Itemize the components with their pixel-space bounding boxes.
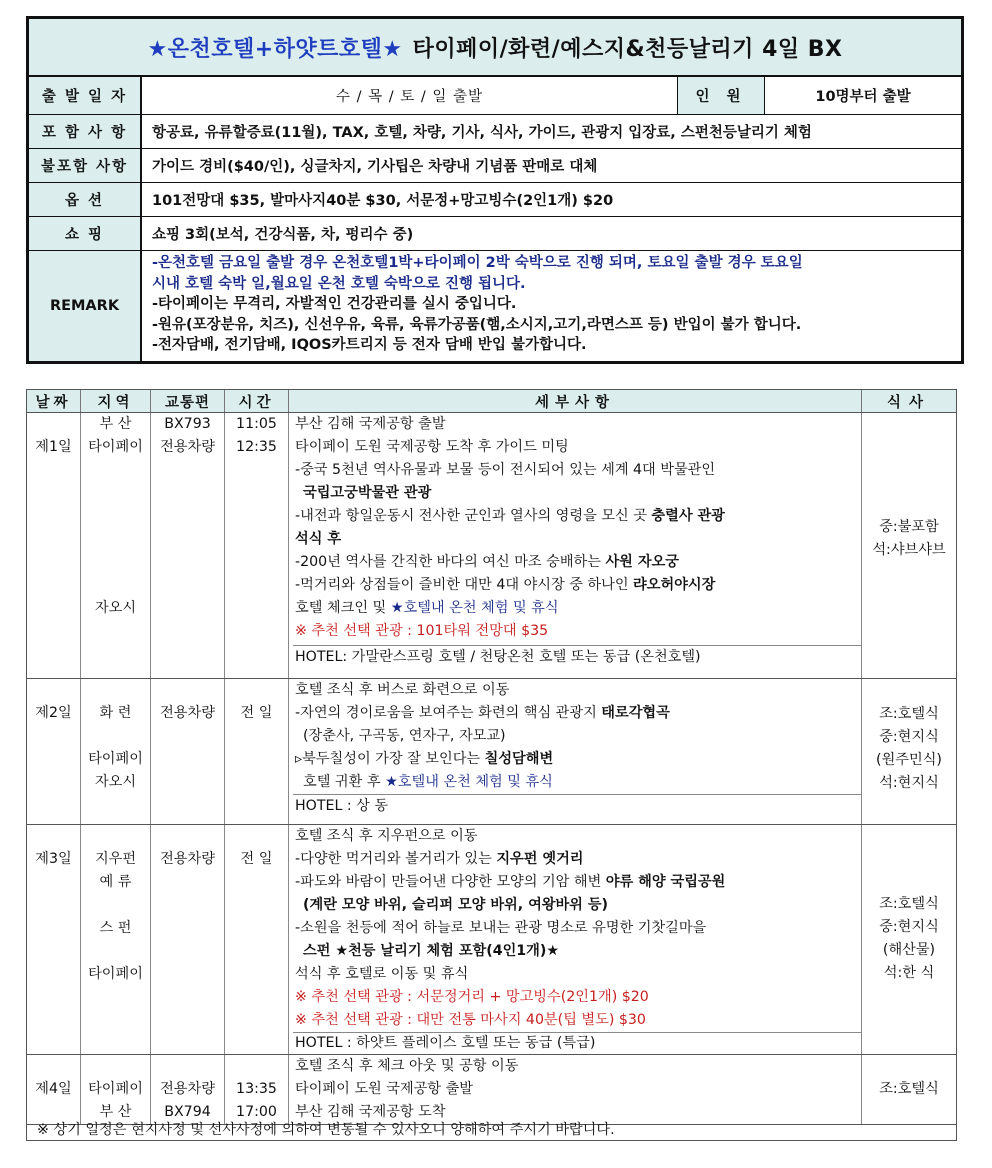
meal: 석:샤브샤브 [872, 542, 946, 558]
meal: 석:현지식 [879, 775, 939, 791]
header-region: 지역 [81, 390, 151, 412]
time: 11:05 [236, 416, 277, 432]
region: 타이페이 [88, 751, 143, 767]
detail-line: -자연의 경이로움을 보여주는 화련의 핵심 관광지 태로각협곡 [295, 705, 670, 721]
region: 화 련 [99, 705, 132, 721]
day-label: 제1일 [27, 413, 81, 678]
day-times [225, 413, 289, 678]
remark-line: 시내 호텔 숙박 일,월요일 온천 호텔 숙박으로 진행 됩니다. [152, 275, 526, 292]
region: 자오시 [94, 600, 137, 616]
people-label: 인 원 [677, 77, 765, 114]
schedule-footnote: ※ 상기 일정은 현지사정 및 선사사정에 의하여 변동될 수 있사오니 양해하여 주시기 바랍니다. [26, 1121, 957, 1141]
excluded-label: 불포함 사항 [29, 149, 142, 182]
region: 타이페이 [88, 1081, 143, 1097]
detail-line: 호텔 조식 후 버스로 화련으로 이동 [295, 682, 510, 698]
detail-line: 부산 김해 국제공항 도착 [295, 1104, 446, 1120]
schedule-header [27, 390, 956, 413]
optional-tour-line: ※ 추천 선택 관광 : 대만 전통 마사지 40분(팁 별도) $30 [295, 1012, 646, 1028]
remark-line: -타이페이는 무격리, 자발적인 건강관리를 실시 중입니다. [152, 296, 517, 312]
detail-line: 국립고궁박물관 관광 [303, 485, 432, 501]
detail-line: 타이페이 도원 국제공항 도착 후 가이드 미팅 [295, 439, 569, 455]
day-row-4 [27, 1055, 956, 1124]
shopping-label: 쇼 핑 [29, 217, 142, 250]
meal: (해산물) [882, 942, 936, 958]
day-transport [151, 825, 225, 1054]
tour-info-table [26, 16, 964, 364]
detail-line: 호텔 조식 후 지우펀으로 이동 [295, 828, 478, 844]
day-label: 제2일 [27, 679, 81, 824]
day-label: 제4일 [27, 1055, 81, 1124]
region: 지우펀 [94, 851, 137, 867]
options-label: 옵 션 [29, 183, 142, 216]
hotel-line: HOTEL : 하얏트 플레이스 호텔 또는 동급 (특급) [293, 1032, 861, 1053]
detail-line: -파도와 바람이 만들어낸 다양한 모양의 기암 해변 야류 해양 국립공원 [295, 874, 726, 890]
hotel-line: HOTEL: 가말란스프링 호텔 / 천탕온천 호텔 또는 동급 (온천호텔) [293, 645, 861, 669]
detail-line: 호텔 조식 후 체크 아웃 및 공항 이동 [295, 1058, 519, 1074]
title-hotel-part: ★온천호텔+하얏트호텔★ [147, 36, 403, 62]
day-times [225, 679, 289, 824]
day-regions [81, 1055, 151, 1124]
remark-label: REMARK [29, 251, 142, 361]
time: 전 일 [240, 851, 273, 867]
detail-line: (계란 모양 바위, 슬리퍼 모양 바위, 여왕바위 등) [303, 897, 609, 913]
transport: BX793 [164, 416, 211, 432]
time: 전 일 [240, 705, 273, 721]
detail-line: -중국 5천년 역사유물과 보물 등이 전시되어 있는 세계 4대 박물관인 [295, 462, 716, 478]
day-details [289, 1055, 862, 1124]
region: 스 펀 [99, 920, 132, 936]
meal: 석:한 식 [883, 965, 935, 981]
detail-line: -내전과 항일운동시 전사한 군인과 열사의 영령을 모신 곳 충렬사 관광 [295, 508, 725, 524]
remark-row [29, 251, 961, 361]
time: 12:35 [236, 439, 277, 455]
detail-line: 스펀 ★천등 날리기 체험 포함(4인1개)★ [303, 943, 560, 959]
included-value: 항공료, 유류할증료(11월), TAX, 호텔, 차량, 기사, 식사, 가이드, 관광지 입장료, 스펀천등날리기 체험 [152, 125, 812, 141]
time: 13:35 [236, 1081, 277, 1097]
meal: 조:호텔식 [879, 1081, 939, 1097]
detail-line: -먹거리와 상점들이 즐비한 대만 4대 야시장 중 하나인 랴오허야시장 [295, 577, 716, 593]
remark-line: -원유(포장분유, 치즈), 신선우유, 육류, 육류가공품(햄,소시지,고기,라면스프 등) 반입이 불가 합니다. [152, 316, 802, 333]
detail-line: -소원을 천등에 적어 하늘로 보내는 관광 명소로 유명한 기찻길마을 [295, 920, 707, 936]
day-transport [151, 679, 225, 824]
day-row-3 [27, 825, 956, 1055]
detail-line: 부산 김해 국제공항 출발 [295, 416, 446, 432]
day-regions [81, 825, 151, 1054]
time: 17:00 [236, 1104, 277, 1120]
day-times [225, 825, 289, 1054]
day-meals [862, 679, 956, 824]
header-meals: 식사 [886, 394, 931, 411]
day-transport [151, 1055, 225, 1124]
detail-line: 호텔 체크인 및 ★호텔내 온천 체험 및 휴식 [295, 600, 559, 616]
title-tour-part: 타이페이/화련/예스지&천등날리기 4일 BX [412, 36, 843, 62]
included-row [29, 115, 961, 149]
detail-line: ▹북두칠성이 가장 잘 보인다는 칠성담해변 [295, 751, 554, 767]
region: 타이페이 [88, 439, 143, 455]
detail-line: 석식 후 [295, 531, 342, 547]
departure-value: 수 / 목 / 토 / 일 출발 [336, 89, 483, 105]
header-transport: 교통편 [151, 390, 225, 412]
transport: 전용차량 [160, 439, 215, 455]
schedule-table [26, 389, 957, 1125]
remark-line: -온천호텔 금요일 출발 경우 온천호텔1박+타이페이 2박 숙박으로 진행 되며, 토요일 출발 경우 토요일 [152, 255, 803, 271]
remark-lines [142, 251, 961, 361]
region: 자오시 [94, 774, 137, 790]
optional-tour-line: ※ 추천 선택 관광 : 101타워 전망대 $35 [295, 623, 549, 639]
region: 부 산 [99, 1104, 132, 1120]
detail-line: 타이페이 도원 국제공항 출발 [295, 1081, 473, 1097]
meal: 중:현지식 [879, 729, 939, 745]
header-time: 시간 [225, 390, 289, 412]
day-details [289, 413, 862, 678]
departure-row [29, 77, 961, 115]
shopping-row [29, 217, 961, 251]
day-times [225, 1055, 289, 1124]
tour-title [29, 19, 961, 77]
meal: 중:불포함 [879, 519, 939, 535]
day-details [289, 825, 862, 1054]
day-details [289, 679, 862, 824]
meal: (원주민식) [876, 752, 942, 768]
shopping-value: 쇼핑 3회(보석, 건강식품, 차, 펑리수 중) [152, 227, 414, 243]
options-value: 101전망대 $35, 발마사지40분 $30, 서문정+망고빙수(2인1개) $20 [152, 193, 614, 209]
transport: BX794 [164, 1104, 211, 1120]
detail-line: 석식 후 호텔로 이동 및 휴식 [295, 966, 469, 982]
departure-label: 출 발 일 자 [29, 77, 142, 114]
region: 예 류 [99, 874, 132, 890]
transport: 전용차량 [160, 1081, 215, 1097]
day-transport [151, 413, 225, 678]
day-regions [81, 679, 151, 824]
optional-tour-line: ※ 추천 선택 관광 : 서문정거리 + 망고빙수(2인1개) $20 [295, 989, 649, 1005]
excluded-value: 가이드 경비($40/인), 싱글차지, 기사팁은 차량내 기념품 판매로 대체 [152, 159, 598, 175]
day-regions [81, 413, 151, 678]
people-value: 10명부터 출발 [815, 89, 911, 105]
meal: 조:호텔식 [879, 706, 939, 722]
hotel-line: HOTEL : 상 동 [293, 794, 861, 818]
region: 타이페이 [88, 966, 143, 982]
day-meals [862, 413, 956, 678]
transport: 전용차량 [160, 705, 215, 721]
transport: 전용차량 [160, 851, 215, 867]
day-row-2 [27, 679, 956, 825]
day-meals [862, 1055, 956, 1124]
included-label: 포 함 사 항 [29, 115, 142, 148]
detail-line: -다양한 먹거리와 볼거리가 있는 지우펀 옛거리 [295, 851, 584, 867]
options-row [29, 183, 961, 217]
detail-line: (장춘사, 구곡동, 연자구, 자모교) [303, 728, 506, 744]
detail-line: 호텔 귀환 후 ★호텔내 온천 체험 및 휴식 [303, 774, 553, 790]
remark-line: -전자담배, 전기담배, IQOS카트리지 등 전자 담배 반입 불가합니다. [152, 337, 587, 353]
meal: 중:현지식 [879, 919, 939, 935]
meal: 조:호텔식 [879, 896, 939, 912]
day-meals [862, 825, 956, 1054]
header-details: 세부사항 [289, 390, 862, 412]
excluded-row [29, 149, 961, 183]
day-row-1 [27, 413, 956, 679]
detail-line: -200년 역사를 간직한 바다의 여신 마조 숭배하는 사원 자오궁 [295, 554, 679, 570]
header-day: 날짜 [27, 390, 81, 412]
day-label: 제3일 [27, 825, 81, 1054]
region: 부 산 [99, 416, 132, 432]
